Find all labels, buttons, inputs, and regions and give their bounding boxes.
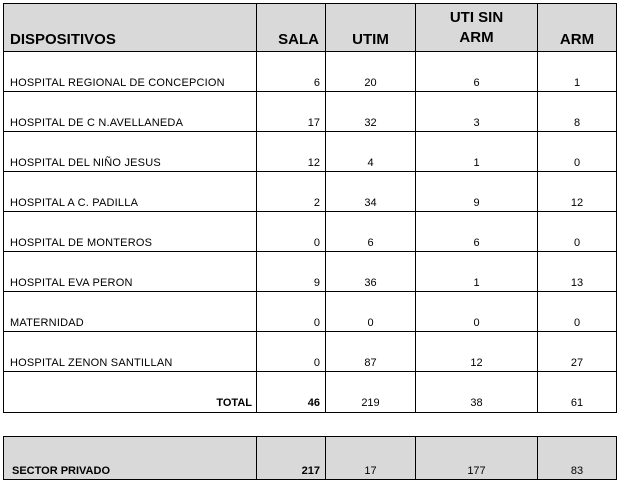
row-arm: 12 — [538, 172, 617, 212]
row-arm: 0 — [538, 212, 617, 252]
header-uti-sin-arm — [416, 4, 538, 52]
row-name: HOSPITAL DE C N.AVELLANEDA — [4, 92, 257, 132]
row-name: HOSPITAL DEL NIÑO JESUS — [4, 132, 257, 172]
row-uti-sin-arm: 0 — [416, 292, 538, 332]
row-sala: 0 — [257, 292, 326, 332]
row-utim: 4 — [326, 132, 416, 172]
total-arm: 61 — [538, 372, 617, 413]
total-utim: 219 — [326, 372, 416, 413]
header-uti-sin-arm-line2: ARM — [459, 29, 494, 46]
row-sala: 0 — [257, 212, 326, 252]
row-name: HOSPITAL DE MONTEROS — [4, 212, 257, 252]
row-utim: 36 — [326, 252, 416, 292]
row-uti-sin-arm: 1 — [416, 132, 538, 172]
row-uti-sin-arm: 6 — [416, 52, 538, 92]
table-row — [4, 172, 617, 212]
row-uti-sin-arm: 1 — [416, 252, 538, 292]
sector-privado-arm: 83 — [538, 437, 617, 480]
table-row — [4, 52, 617, 92]
sector-privado-sala: 217 — [257, 437, 326, 480]
row-uti-sin-arm: 6 — [416, 212, 538, 252]
row-name: MATERNIDAD — [4, 292, 257, 332]
table-row — [4, 252, 617, 292]
sector-privado-uti-sin-arm: 177 — [416, 437, 538, 480]
row-utim: 0 — [326, 292, 416, 332]
row-arm: 8 — [538, 92, 617, 132]
row-sala: 6 — [257, 52, 326, 92]
row-sala: 9 — [257, 252, 326, 292]
header-uti-sin-arm-line1: UTI SIN — [449, 9, 504, 26]
row-utim: 20 — [326, 52, 416, 92]
total-uti-sin-arm: 38 — [416, 372, 538, 413]
sector-privado-table — [3, 436, 617, 480]
table-row — [4, 292, 617, 332]
row-uti-sin-arm: 3 — [416, 92, 538, 132]
row-utim: 34 — [326, 172, 416, 212]
total-sala: 46 — [257, 372, 326, 413]
row-arm: 13 — [538, 252, 617, 292]
dispositivos-table — [3, 3, 617, 413]
total-label: TOTAL — [4, 372, 257, 413]
total-row — [4, 372, 617, 413]
row-sala: 2 — [257, 172, 326, 212]
row-sala: 0 — [257, 332, 326, 372]
row-utim: 87 — [326, 332, 416, 372]
table-row — [4, 332, 617, 372]
row-name: HOSPITAL EVA PERON — [4, 252, 257, 292]
table-row — [4, 132, 617, 172]
header-dispositivos: DISPOSITIVOS — [4, 4, 257, 52]
row-sala: 12 — [257, 132, 326, 172]
row-uti-sin-arm: 9 — [416, 172, 538, 212]
table-row — [4, 92, 617, 132]
sector-privado-label: SECTOR PRIVADO — [4, 437, 257, 480]
row-arm: 1 — [538, 52, 617, 92]
header-utim: UTIM — [326, 4, 416, 52]
row-utim: 32 — [326, 92, 416, 132]
header-arm: ARM — [538, 4, 617, 52]
sector-privado-row — [4, 437, 617, 480]
row-name: HOSPITAL ZENON SANTILLAN — [4, 332, 257, 372]
row-sala: 17 — [257, 92, 326, 132]
row-name: HOSPITAL A C. PADILLA — [4, 172, 257, 212]
row-utim: 6 — [326, 212, 416, 252]
header-row — [4, 4, 617, 52]
header-sala: SALA — [257, 4, 326, 52]
row-arm: 0 — [538, 292, 617, 332]
table-row — [4, 212, 617, 252]
row-uti-sin-arm: 12 — [416, 332, 538, 372]
row-arm: 27 — [538, 332, 617, 372]
row-name: HOSPITAL REGIONAL DE CONCEPCION — [4, 52, 257, 92]
sector-privado-utim: 17 — [326, 437, 416, 480]
row-arm: 0 — [538, 132, 617, 172]
